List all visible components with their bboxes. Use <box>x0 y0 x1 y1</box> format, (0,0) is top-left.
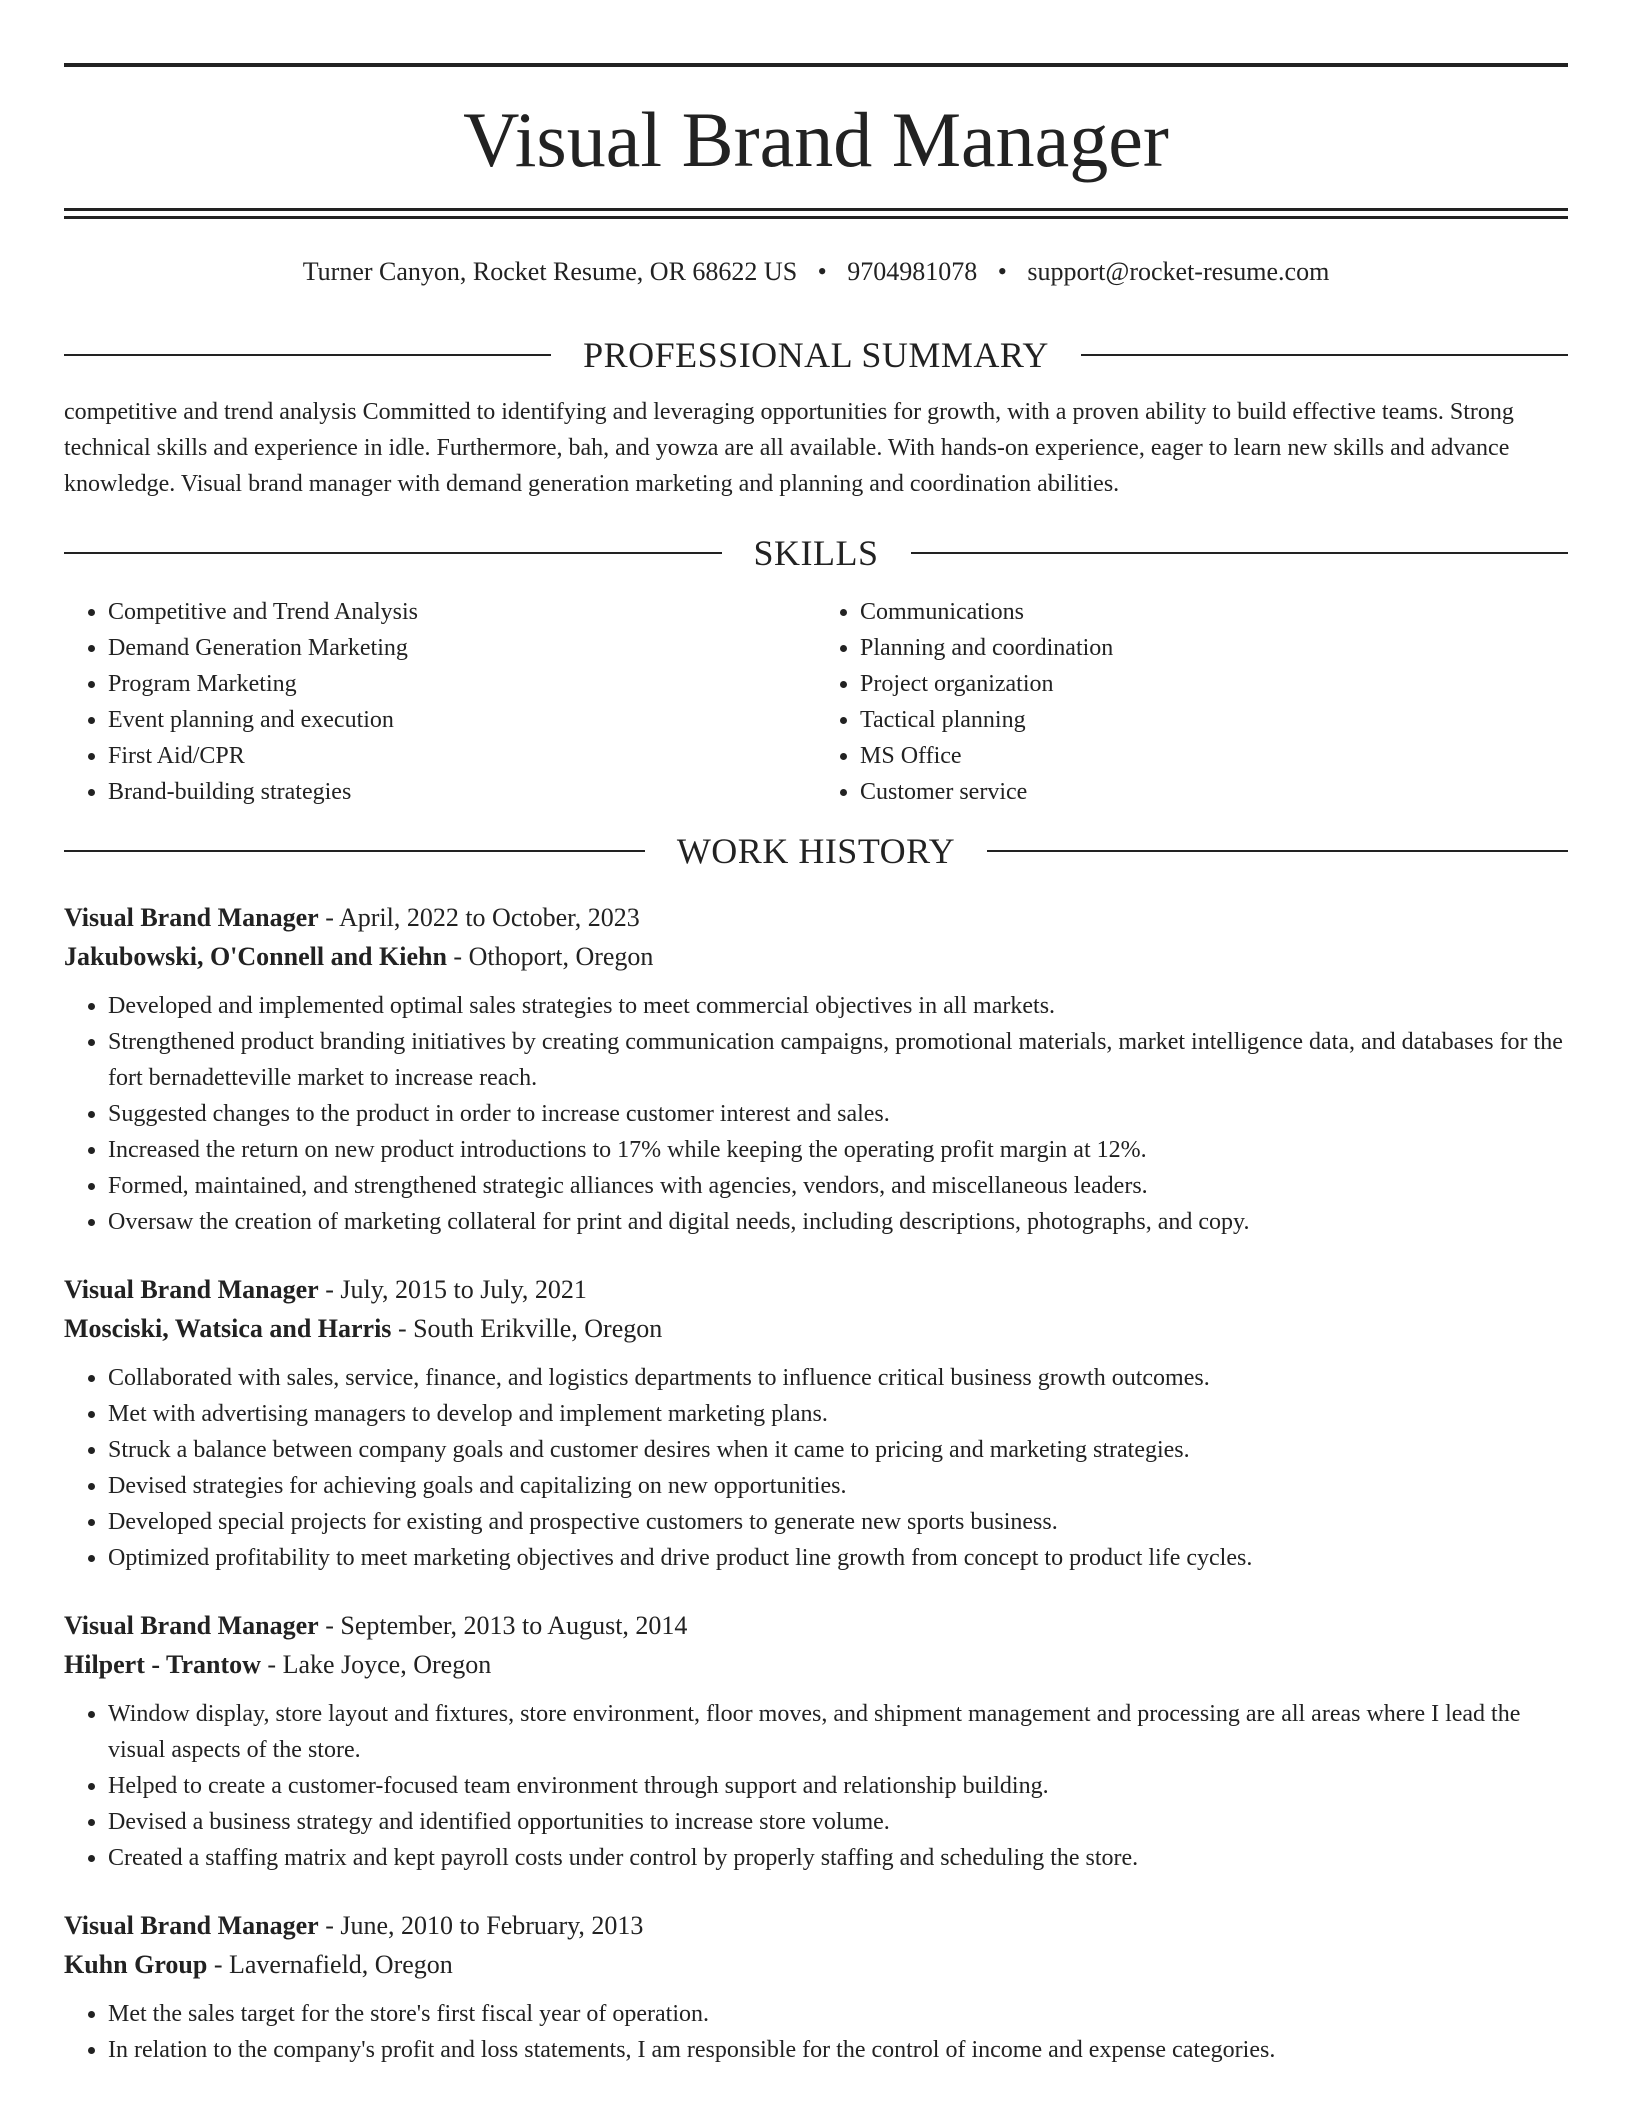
job-company-line <box>64 1945 1568 1984</box>
heading-rule-right <box>911 552 1569 554</box>
skill-item: • Brand-building strategies <box>108 774 816 810</box>
job-bullet: • Met the sales target for the store's first fiscal year of operation. <box>108 1996 1568 2032</box>
skill-item: • First Aid/CPR <box>108 738 816 774</box>
job-company-line <box>64 937 1568 976</box>
job-location: - Lavernafield, Oregon <box>207 1950 453 1979</box>
job-title-line <box>64 1270 1568 1309</box>
summary-section <box>64 330 1568 502</box>
job-company: Hilpert - Trantow <box>64 1650 261 1679</box>
job-dates: - September, 2013 to August, 2014 <box>318 1611 688 1640</box>
job-dates: - April, 2022 to October, 2023 <box>318 903 640 932</box>
heading-rule-left <box>64 850 645 852</box>
heading-rule-right <box>987 850 1568 852</box>
skill-item: • Competitive and Trend Analysis <box>108 594 816 630</box>
job-title-line <box>64 1606 1568 1645</box>
job-bullet: • Devised strategies for achieving goals and capitalizing on new opportunities. <box>108 1468 1568 1504</box>
skills-section <box>64 528 1568 810</box>
work-history-heading <box>64 826 1568 876</box>
skills-columns <box>64 594 1568 810</box>
job-bullet: • Strengthened product branding initiatives by creating communication campaigns, promotional materials, market intelligence data, and databases for the fort bernadetteville market to increase reach. <box>108 1024 1568 1096</box>
heading-rule-left <box>64 354 551 356</box>
skills-heading-label: SKILLS <box>753 533 879 573</box>
header-double-rule-upper <box>64 208 1568 211</box>
heading-rule-right <box>1081 354 1568 356</box>
job-entry <box>64 898 1568 1240</box>
skills-list-right <box>816 594 1568 810</box>
skill-item: • Event planning and execution <box>108 702 816 738</box>
skill-item: • Planning and coordination <box>860 630 1568 666</box>
job-bullet: • Optimized profitability to meet marketing objectives and drive product line growth from concept to product life cycles. <box>108 1540 1568 1576</box>
skill-item: • Program Marketing <box>108 666 816 702</box>
job-bullet: • Developed special projects for existing and prospective customers to generate new sports business. <box>108 1504 1568 1540</box>
job-location: - Lake Joyce, Oregon <box>260 1650 492 1679</box>
job-bullet: • In relation to the company's profit and loss statements, I am responsible for the control of income and expense categories. <box>108 2032 1568 2068</box>
job-dates: - July, 2015 to July, 2021 <box>318 1275 587 1304</box>
job-title: Visual Brand Manager <box>64 1275 319 1304</box>
skill-item: • Customer service <box>860 774 1568 810</box>
contact-email: support@rocket-resume.com <box>1027 257 1330 286</box>
job-company-line <box>64 1309 1568 1348</box>
skills-heading <box>64 528 1568 578</box>
job-company-line <box>64 1645 1568 1684</box>
job-bullet: • Collaborated with sales, service, finance, and logistics departments to influence critical business growth outcomes. <box>108 1360 1568 1396</box>
contact-separator: • <box>997 257 1007 286</box>
job-title: Visual Brand Manager <box>64 903 319 932</box>
job-bullet: • Met with advertising managers to develop and implement marketing plans. <box>108 1396 1568 1432</box>
header-top-rule <box>64 63 1568 67</box>
contact-address: Turner Canyon, Rocket Resume, OR 68622 US <box>302 257 798 286</box>
job-bullet: • Devised a business strategy and identified opportunities to increase store volume. <box>108 1804 1568 1840</box>
job-bullets <box>64 1996 1568 2068</box>
job-bullet: • Created a staffing matrix and kept payroll costs under control by properly staffing and scheduling the store. <box>108 1840 1568 1876</box>
resume-body <box>64 330 1568 2068</box>
resume-title: Visual Brand Manager <box>463 96 1169 183</box>
job-title-line <box>64 898 1568 937</box>
job-bullet: • Increased the return on new product introductions to 17% while keeping the operating profit margin at 12%. <box>108 1132 1568 1168</box>
summary-text: competitive and trend analysis Committed to identifying and leveraging opportunities for growth, with a proven ability to build effective teams. Strong technical skills and experience in idle. Furthermore, bah, and yowza are all available. With hands-on experience, eager to learn new skills and advance knowledge. Visual brand manager with demand generation marketing and planning and coordination abilities. <box>64 399 1514 497</box>
skills-list-left <box>64 594 816 810</box>
skill-item: • MS Office <box>860 738 1568 774</box>
job-bullet: • Developed and implemented optimal sales strategies to meet commercial objectives in all markets. <box>108 988 1568 1024</box>
summary-heading <box>64 330 1568 380</box>
job-bullet: • Oversaw the creation of marketing collateral for print and digital needs, including descriptions, photographs, and copy. <box>108 1204 1568 1240</box>
skill-item: • Project organization <box>860 666 1568 702</box>
job-location: - South Erikville, Oregon <box>391 1314 663 1343</box>
job-bullets <box>64 988 1568 1240</box>
work-history-section <box>64 826 1568 2068</box>
skill-item: • Demand Generation Marketing <box>108 630 816 666</box>
job-bullet: • Suggested changes to the product in order to increase customer interest and sales. <box>108 1096 1568 1132</box>
job-bullets <box>64 1360 1568 1576</box>
job-entry <box>64 1906 1568 2068</box>
job-bullet: • Formed, maintained, and strengthened strategic alliances with agencies, vendors, and miscellaneous leaders. <box>108 1168 1568 1204</box>
job-company: Jakubowski, O'Connell and Kiehn <box>64 942 447 971</box>
contact-separator: • <box>817 257 827 286</box>
job-title-line <box>64 1906 1568 1945</box>
header-double-rule-lower <box>64 216 1568 219</box>
skill-item: • Communications <box>860 594 1568 630</box>
work-history-heading-label: WORK HISTORY <box>676 831 956 871</box>
job-entry <box>64 1606 1568 1876</box>
job-bullet: • Struck a balance between company goals and customer desires when it came to pricing and marketing strategies. <box>108 1432 1568 1468</box>
contact-line <box>64 254 1568 290</box>
job-bullet: • Helped to create a customer-focused team environment through support and relationship building. <box>108 1768 1568 1804</box>
heading-rule-left <box>64 552 722 554</box>
contact-phone: 9704981078 <box>847 257 978 286</box>
job-dates: - June, 2010 to February, 2013 <box>318 1911 644 1940</box>
job-company: Mosciski, Watsica and Harris <box>64 1314 392 1343</box>
job-bullets <box>64 1696 1568 1876</box>
job-title: Visual Brand Manager <box>64 1611 319 1640</box>
job-company: Kuhn Group <box>64 1950 208 1979</box>
job-entry <box>64 1270 1568 1576</box>
job-location: - Othoport, Oregon <box>446 942 654 971</box>
summary-heading-label: PROFESSIONAL SUMMARY <box>583 335 1049 375</box>
job-title: Visual Brand Manager <box>64 1911 319 1940</box>
job-bullet: • Window display, store layout and fixtures, store environment, floor moves, and shipment management and processing are all areas where I lead the visual aspects of the store. <box>108 1696 1568 1768</box>
skill-item: • Tactical planning <box>860 702 1568 738</box>
